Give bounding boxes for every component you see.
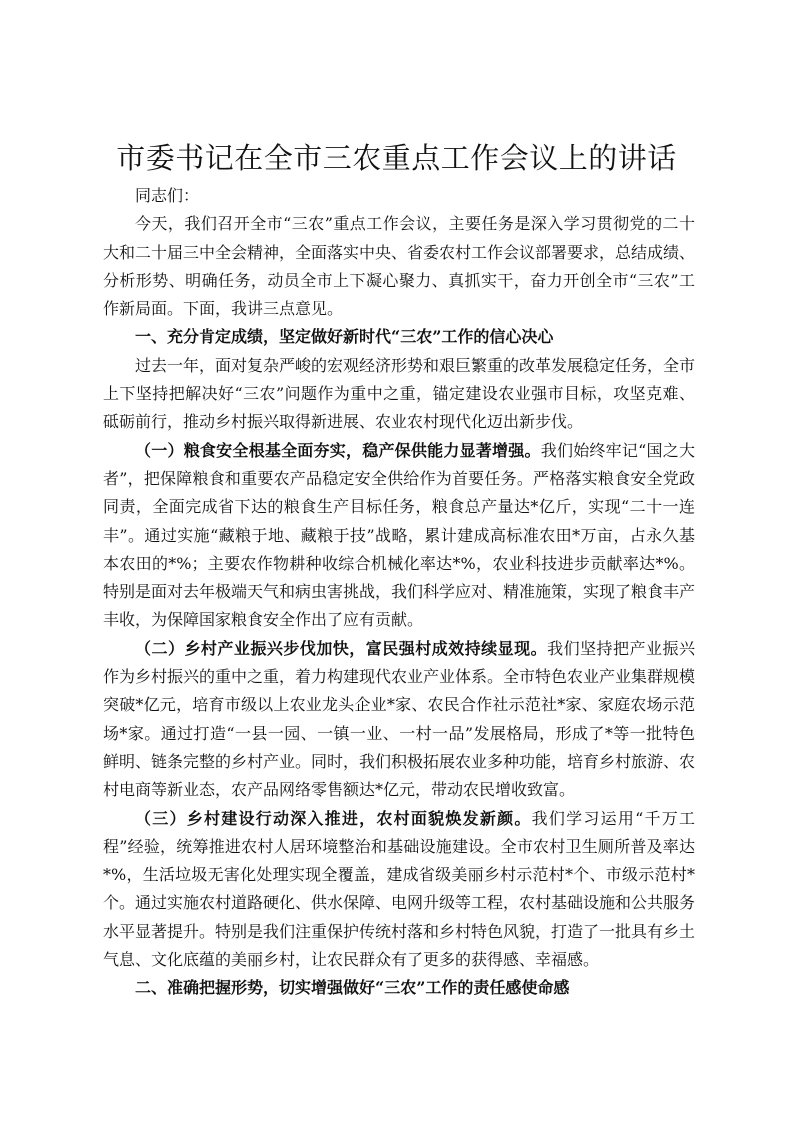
document-body [103, 182, 695, 1003]
section-1-item-2 [103, 635, 695, 805]
item-3-lead: （三）乡村建设行动深入推进，农村面貌焕发新颜。 [135, 808, 532, 828]
section-heading-2: 二、准确把握形势，切实增强做好“三农”工作的责任感使命感 [135, 978, 570, 998]
salutation: 同志们： [135, 186, 200, 205]
item-1-lead: （一）粮食安全根基全面夯实，稳产保供能力显著增强。 [135, 440, 541, 460]
item-2-lead: （二）乡村产业振兴步伐加快，富民强村成效持续显现。 [135, 638, 548, 658]
item-2-text: 我们坚持把产业振兴作为乡村振兴的重中之重，着力构建现代农业产业体系。全市特色农业产业集群规模突破*亿元，培育市级以上农业龙头企业*家、农民合作社示范社*家、家庭农场示范场*家。通过打造“一县一园、一镇一业、一村一品”发展格局，形成了*等一批特色鲜明、链条完整的乡村产业。同时，我们积极拓展农业多种功能，培育乡村旅游、农村电商等新业态，农产品网络零售额达*亿元，带动农民增收致富。 [103, 638, 696, 800]
item-1-text: 我们始终牢记“国之大者”，把保障粮食和重要农产品稳定安全供给作为首要任务。严格落实粮食安全党政同责，全面完成省下达的粮食生产目标任务，粮食总产量达*亿斤，实现“二十一连丰”。通过实施“藏粮于地、藏粮于技”战略，累计建成高标准农田*万亩，占永久基本农田的*%；主要农作物耕种收综合机械化率达*%，农业科技进步贡献率达*%。特别是面对去年极端天气和病虫害挑战，我们科学应对、精准施策，实现了粮食丰产丰收，为保障国家粮食安全作出了应有贡献。 [103, 440, 696, 630]
section-1-item-1 [103, 437, 695, 635]
item-3-text: 我们学习运用“千万工程”经验，统筹推进农村人居环境整治和基础设施建设。全市农村卫生厕所普及率达*%，生活垃圾无害化处理实现全覆盖，建成省级美丽乡村示范村*个、市级示范村*个。通过实施农村道路硬化、供水保障、电网升级等工程，农村基础设施和公共服务水平显著提升。特别是我们注重保护传统村落和乡村特色风貌，打造了一批具有乡土气息、文化底蕴的美丽乡村，让农民群众有了更多的获得感、幸福感。 [103, 808, 696, 970]
section-1-item-3 [103, 805, 695, 975]
intro-paragraph: 今天，我们召开全市“三农”重点工作会议，主要任务是深入学习贯彻党的二十大和二十届三中全会精神，全面落实中央、省委农村工作会议部署要求，总结成绩、分析形势、明确任务，动员全市上下凝心聚力、真抓实干，奋力开创全市“三农”工作新局面。下面，我讲三点意见。 [103, 214, 696, 319]
document-title: 市委书记在全市三农重点工作会议上的讲话 [116, 141, 677, 175]
section-1-intro-paragraph: 过去一年，面对复杂严峻的宏观经济形势和艰巨繁重的改革发展稳定任务，全市上下坚持把解决好“三农”问题作为重中之重，锚定建设农业强市目标，攻坚克难、砥砺前行，推动乡村振兴取得新进展、农业农村现代化迈出新步伐。 [103, 355, 696, 432]
section-heading-1: 一、充分肯定成绩，坚定做好新时代“三农”工作的信心决心 [135, 327, 554, 347]
